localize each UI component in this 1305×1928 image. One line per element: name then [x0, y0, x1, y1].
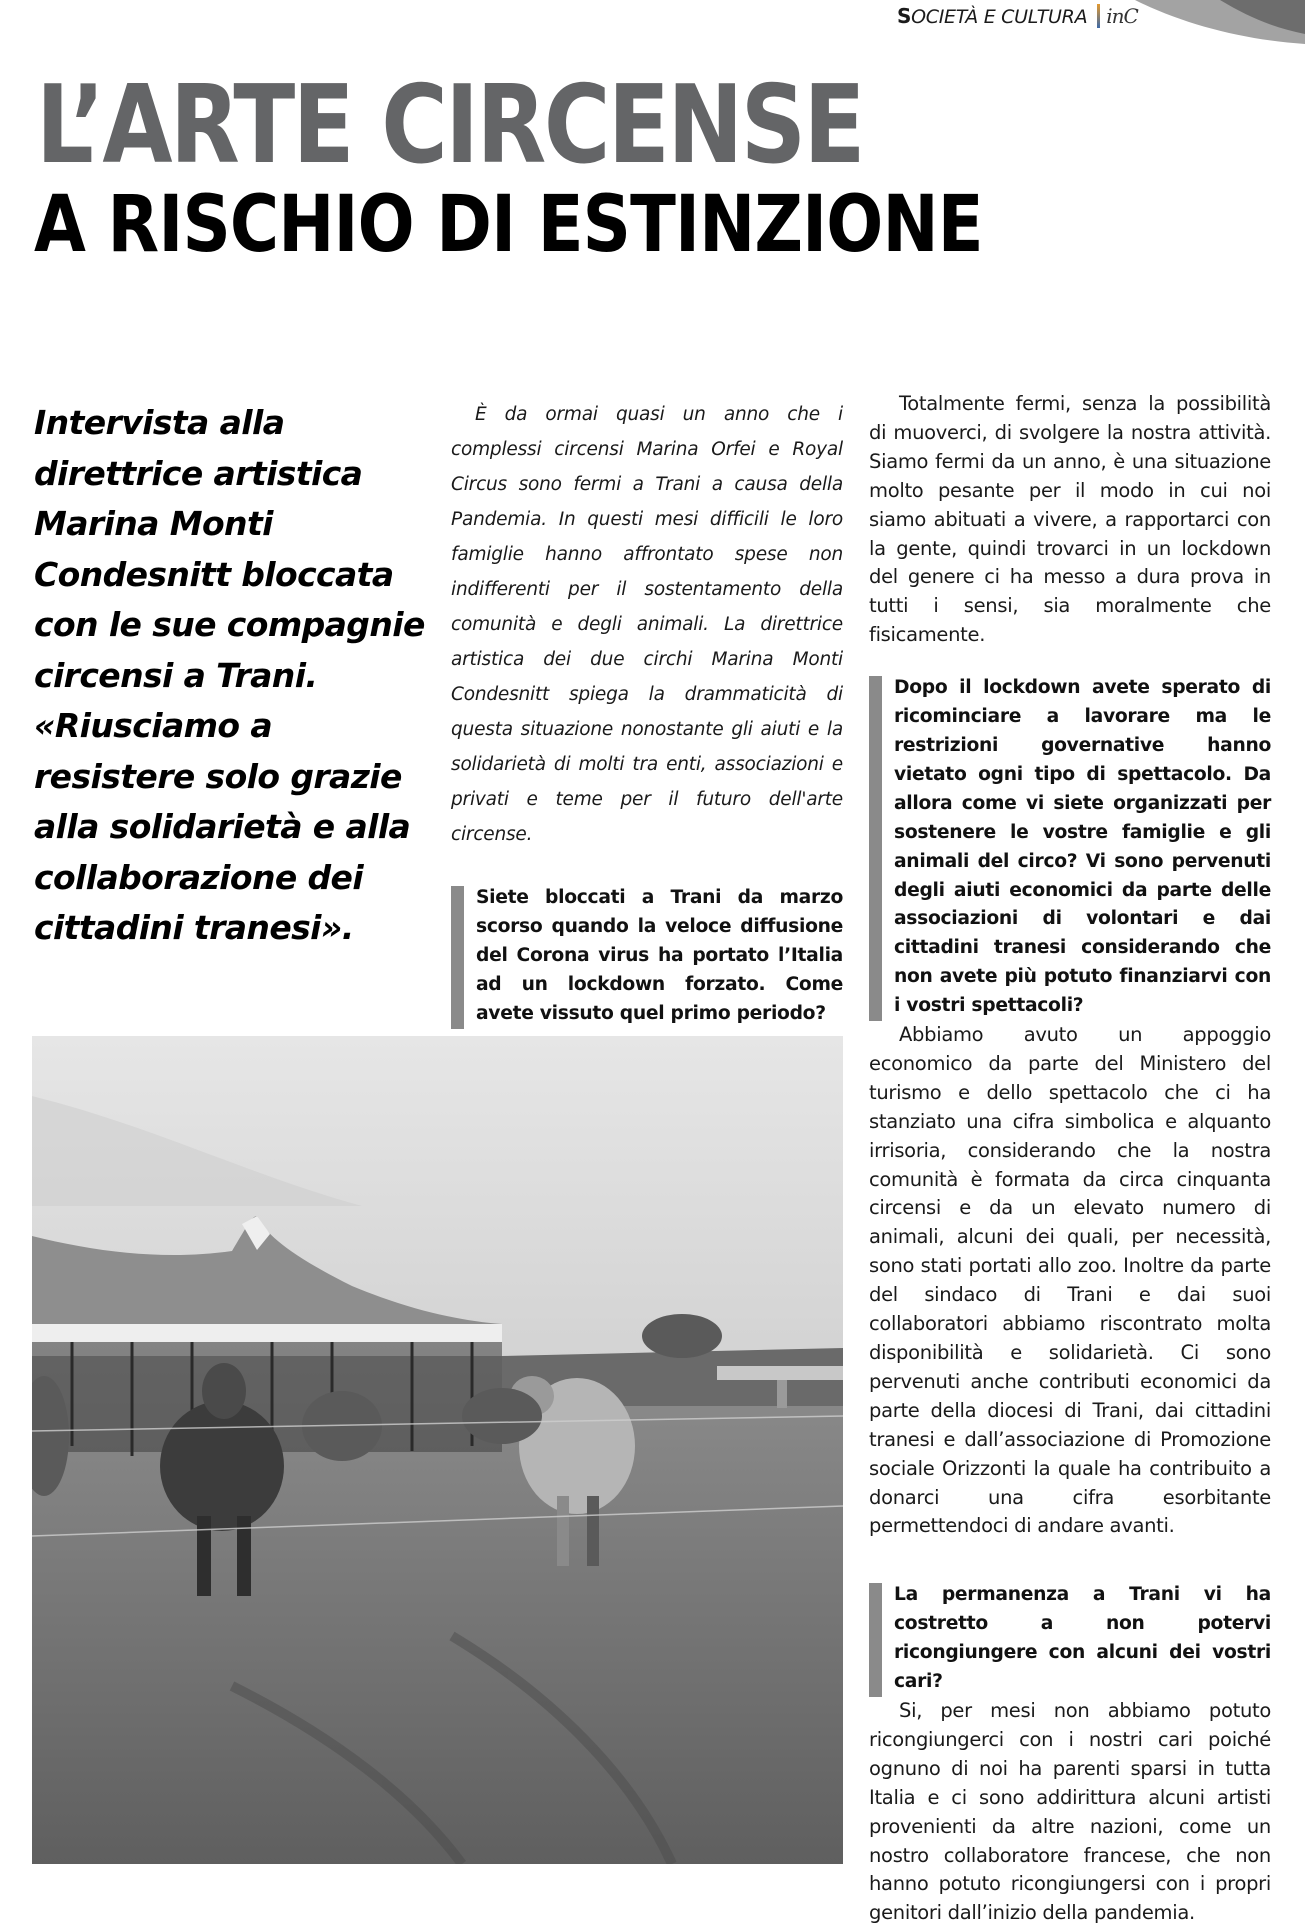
section-label-initial: S: [897, 4, 912, 28]
headline-primary: L’ARTE CIRCENSE: [36, 63, 864, 188]
intro-standfirst: Intervista alla direttrice artistica Marina Monti Condesnitt bloccata con le sue compagnie circensi a Trani. «Riusciamo a resistere solo grazie alla solidarietà e alla collaborazione dei cittadini tranesi».: [34, 403, 425, 947]
column-right: [869, 390, 1271, 1928]
tree: [642, 1314, 722, 1358]
headline-secondary: A RISCHIO DI ESTINZIONE: [34, 180, 983, 270]
question-text: Siete bloccati a Trani da marzo scorso quando la veloce diffusione del Corona virus ha portato l’Italia ad un lockdown forzato. Come avete vissuto quel primo periodo?: [476, 887, 843, 1024]
section-label: [897, 4, 1087, 28]
overpass: [717, 1366, 843, 1380]
camels-photo-illustration: [32, 1036, 843, 1864]
question-bar: [869, 676, 882, 1021]
interview-answer: Si, per mesi non abbiamo potuto ricongiungerci con i nostri cari poiché ognuno di noi ha parenti sparsi in tutta Italia e ci sono addirittura alcuni artisti provenienti da altre nazioni, come un nostro collaboratore francese, che non hanno potuto ricongiungersi con i propri genitori dall’inizio della pandemia.: [869, 1698, 1271, 1925]
interview-question: [451, 884, 843, 1029]
tent-valance: [32, 1324, 502, 1342]
interview-answer: Totalmente fermi, senza la possibilità di muoverci, di svolgere la nostra attività. Siamo fermi da un anno, è una situazione molto pesante per il modo in cui noi siamo abituati a vivere, a rapportarci con la gente, quindi trovarci in un lockdown del genere ci ha messo a dura prova in tutti i sensi, sia moralmente che fisicamente.: [869, 392, 1271, 647]
interview-question: [869, 674, 1271, 1021]
interview-answer: Abbiamo avuto un appoggio economico da parte del Ministero del turismo e dello spettacolo che ci ha stanziato una cifra simbolica e alquanto irrisoria, considerando che la nostra comunità è formata da circa cinquanta circensi e da un elevato numero di animali, alcuni dei quali, per necessità, sono stati portati allo zoo. Inoltre da parte del sindaco di Trani e dai suoi collaboratori abbiamo riscontrato molta disponibilità e solidarietà. Ci sono pervenuti anche contributi economici da parte della diocesi di Trani, dai cittadini tranesi e dall’associazione di Promozione sociale Orizzonti la quale ha contribuito a donarci una cifra esorbitante permettendoci di andare avanti.: [869, 1023, 1271, 1538]
magazine-logo: inC: [1106, 4, 1138, 28]
section-label-rest: OCIETÀ E CULTURA: [911, 6, 1088, 28]
interview-question: [869, 1581, 1271, 1697]
question-text: La permanenza a Trani vi ha costretto a non potervi ricongiungere con alcuni dei vostri cari?: [894, 1584, 1271, 1693]
header-divider: [1097, 4, 1100, 28]
article-photo: [32, 1036, 843, 1864]
question-text: Dopo il lockdown avete sperato di ricominciare a lavorare ma le restrizioni governative hanno vietato ogni tipo di spettacolo. Da allora come vi siete organizzati per sostenere le vostre famiglie e gli animali del circo? Vi sono pervenuti degli aiuti economici da parte delle associazioni di volontari e dai cittadini tranesi considerando che non avete più potuto finanziarvi con i vostri spettacoli?: [894, 677, 1271, 1017]
section-header: [897, 3, 1138, 29]
lead-paragraph: È da ormai quasi un anno che i complessi circensi Marina Orfei e Royal Circus sono fermi a Trani a causa della Pandemia. In questi mesi difficili le loro famiglie hanno affrontato spese non indifferenti per il sostentamento della comunità e degli animali. La direttrice artistica dei due circhi Marina Monti Condesnitt spiega la drammaticità di questa situazione nonostante gli aiuti e la solidarietà di molti tra enti, associazioni e privati e teme per il futuro dell'arte circense.: [451, 404, 843, 845]
question-bar: [451, 886, 464, 1029]
question-bar: [869, 1583, 882, 1697]
column-middle: [451, 397, 843, 1029]
